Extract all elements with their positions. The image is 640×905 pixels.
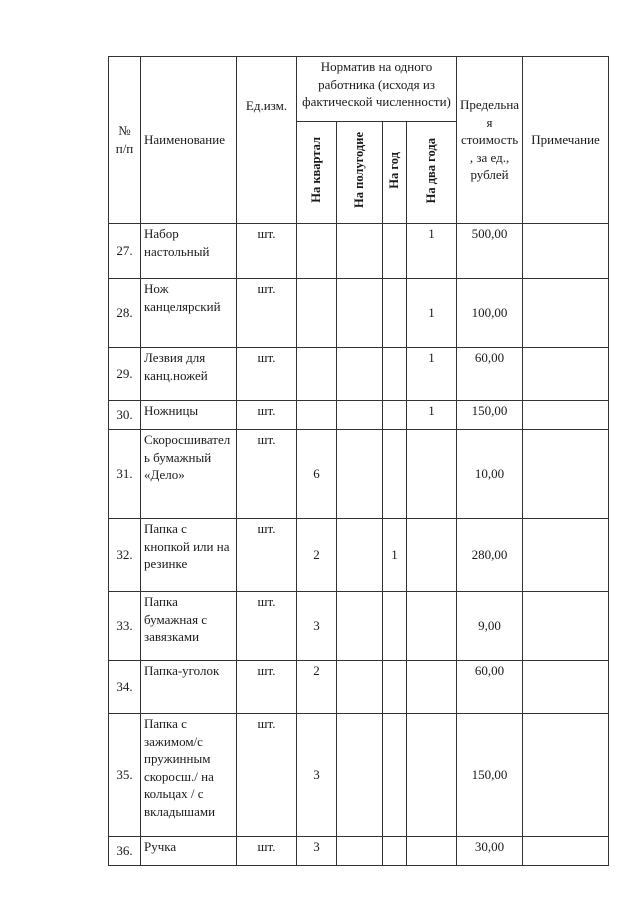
row-year	[383, 714, 407, 837]
row-note	[523, 837, 609, 866]
row-num: 28.	[109, 279, 141, 348]
row-note	[523, 279, 609, 348]
table-body	[109, 224, 609, 866]
row-unit: шт.	[237, 224, 297, 279]
row-unit: шт.	[237, 401, 297, 430]
row-name: Ручка	[141, 837, 237, 866]
row-twoyears	[407, 714, 457, 837]
row-year	[383, 592, 407, 661]
table-row	[109, 279, 609, 348]
row-name: Скоросшиватель бумажный «Дело»	[141, 430, 237, 519]
row-quarter: 3	[297, 592, 337, 661]
row-note	[523, 714, 609, 837]
row-quarter	[297, 348, 337, 401]
row-num: 31.	[109, 430, 141, 519]
header-twoyears: На два года	[407, 122, 457, 224]
row-quarter: 2	[297, 661, 337, 714]
row-num: 30.	[109, 401, 141, 430]
table-row	[109, 837, 609, 866]
table-row	[109, 714, 609, 837]
row-year	[383, 661, 407, 714]
row-price: 60,00	[457, 348, 523, 401]
row-quarter: 3	[297, 714, 337, 837]
row-quarter	[297, 279, 337, 348]
row-num: 36.	[109, 837, 141, 866]
row-num: 32.	[109, 519, 141, 592]
header-price: Предельная стоимость, за ед., рублей	[457, 57, 523, 224]
row-note	[523, 592, 609, 661]
row-price: 150,00	[457, 401, 523, 430]
row-name: Папка бумажная с завязками	[141, 592, 237, 661]
row-twoyears	[407, 837, 457, 866]
row-unit: шт.	[237, 348, 297, 401]
table-row	[109, 401, 609, 430]
header-unit: Ед.изм.	[237, 57, 297, 224]
row-twoyears	[407, 519, 457, 592]
row-halfyear	[337, 430, 383, 519]
row-twoyears: 1	[407, 224, 457, 279]
header-halfyear: На полугодие	[337, 122, 383, 224]
row-unit: шт.	[237, 837, 297, 866]
row-num: 35.	[109, 714, 141, 837]
row-name: Ножницы	[141, 401, 237, 430]
row-price: 100,00	[457, 279, 523, 348]
row-year	[383, 430, 407, 519]
row-note	[523, 519, 609, 592]
row-quarter: 6	[297, 430, 337, 519]
row-quarter: 2	[297, 519, 337, 592]
row-price: 150,00	[457, 714, 523, 837]
row-halfyear	[337, 224, 383, 279]
row-halfyear	[337, 592, 383, 661]
row-name: Лезвия для канц.ножей	[141, 348, 237, 401]
norms-table	[108, 56, 609, 866]
row-unit: шт.	[237, 430, 297, 519]
row-year	[383, 837, 407, 866]
row-year: 1	[383, 519, 407, 592]
row-num: 34.	[109, 661, 141, 714]
row-twoyears: 1	[407, 279, 457, 348]
header-norm-group: Норматив на одного работника (исходя из фактической численности)	[297, 57, 457, 122]
row-unit: шт.	[237, 714, 297, 837]
row-name: Нож канцелярский	[141, 279, 237, 348]
row-name: Папка с кнопкой или на резинке	[141, 519, 237, 592]
row-price: 10,00	[457, 430, 523, 519]
header-num: № п/п	[109, 57, 141, 224]
row-num: 33.	[109, 592, 141, 661]
table-row	[109, 430, 609, 519]
row-num: 27.	[109, 224, 141, 279]
row-note	[523, 224, 609, 279]
row-quarter	[297, 224, 337, 279]
row-price: 60,00	[457, 661, 523, 714]
table-row	[109, 661, 609, 714]
row-twoyears	[407, 661, 457, 714]
header-note: Примечание	[523, 57, 609, 224]
row-unit: шт.	[237, 592, 297, 661]
row-halfyear	[337, 348, 383, 401]
row-unit: шт.	[237, 279, 297, 348]
row-unit: шт.	[237, 519, 297, 592]
row-name: Папка с зажимом/с пружинным скоросш./ на кольцах / с вкладышами	[141, 714, 237, 837]
row-halfyear	[337, 661, 383, 714]
row-twoyears	[407, 592, 457, 661]
row-halfyear	[337, 401, 383, 430]
row-name: Папка-уголок	[141, 661, 237, 714]
row-unit: шт.	[237, 661, 297, 714]
row-year	[383, 401, 407, 430]
row-quarter	[297, 401, 337, 430]
row-year	[383, 279, 407, 348]
row-halfyear	[337, 837, 383, 866]
row-note	[523, 430, 609, 519]
row-price: 9,00	[457, 592, 523, 661]
row-halfyear	[337, 279, 383, 348]
row-quarter: 3	[297, 837, 337, 866]
row-price: 30,00	[457, 837, 523, 866]
row-halfyear	[337, 519, 383, 592]
table-row	[109, 348, 609, 401]
header-row	[109, 57, 609, 122]
row-twoyears: 1	[407, 348, 457, 401]
row-halfyear	[337, 714, 383, 837]
row-year	[383, 224, 407, 279]
row-note	[523, 348, 609, 401]
row-twoyears: 1	[407, 401, 457, 430]
table-row	[109, 224, 609, 279]
row-price: 500,00	[457, 224, 523, 279]
row-note	[523, 661, 609, 714]
header-year: На год	[383, 122, 407, 224]
header-quarter: На квартал	[297, 122, 337, 224]
row-note	[523, 401, 609, 430]
row-price: 280,00	[457, 519, 523, 592]
header-name: Наименование	[141, 57, 237, 224]
table-row	[109, 592, 609, 661]
row-num: 29.	[109, 348, 141, 401]
row-name: Набор настольный	[141, 224, 237, 279]
row-twoyears	[407, 430, 457, 519]
row-year	[383, 348, 407, 401]
table-row	[109, 519, 609, 592]
